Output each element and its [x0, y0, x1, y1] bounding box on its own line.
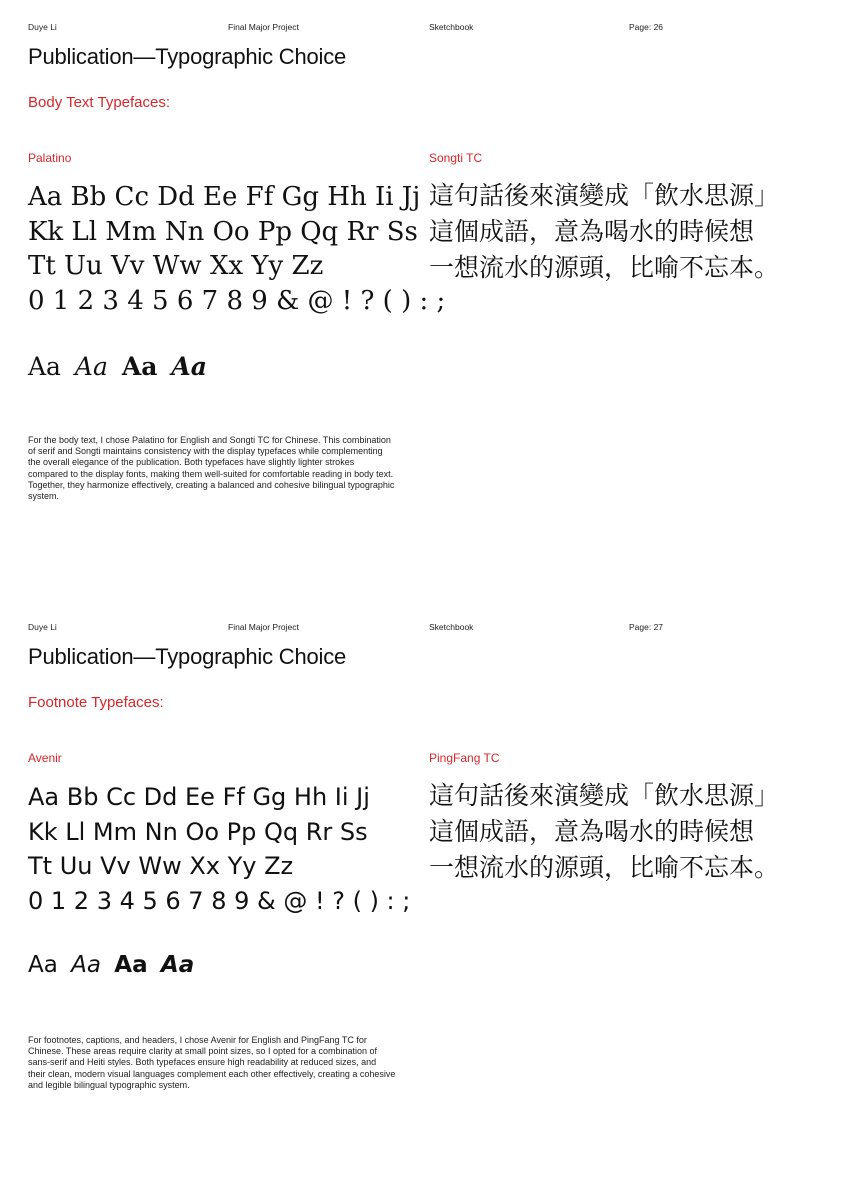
style-samples: [28, 952, 200, 978]
style-bold: Aa: [114, 952, 148, 978]
section-heading: Footnote Typefaces:: [28, 694, 164, 711]
style-bold-italic: Aa: [160, 952, 195, 978]
header-book: Sketchbook: [429, 22, 474, 32]
latin-font-name: Avenir: [28, 751, 62, 765]
header-project: Final Major Project: [228, 622, 299, 632]
cjk-specimen: 這句話後來演變成「飲水思源」 這個成語，意為喝水的時候想 一想流水的源頭，比喻不忘本。: [429, 181, 780, 282]
section-heading: Body Text Typefaces:: [28, 94, 171, 111]
header-project: Final Major Project: [228, 22, 299, 32]
page-title: Publication—Typographic Choice: [28, 44, 347, 69]
description-paragraph: For the body text, I chose Palatino for English and Songti TC for Chinese. This combination of serif and Songti maintains consistency with the display typefaces while complementing the overall elegance of the publication. Both typefaces have slightly lighter strokes compared to the display fonts, making them well-suited for comfortable reading in body text. Together, they harmonize effectively, creating a balanced and cohesive bilingual typographic system.: [28, 435, 395, 502]
style-regular: Aa: [28, 352, 61, 381]
description-paragraph: For footnotes, captions, and headers, I chose Avenir for English and PingFang TC for Chinese. These areas require clarity at small point sizes, so I opted for a combination of sans-serif and Heiti styles. Both typefaces ensure high readability at reduced sizes, and their clean, modern visual languages complement each other effectively, creating a cohesive and legible bilingual typographic system.: [28, 1035, 396, 1090]
style-italic: Aa: [71, 952, 101, 978]
latin-specimen: Aa Bb Cc Dd Ee Ff Gg Hh Ii Jj Kk Ll Mm Nn Oo Pp Qq Rr Ss Tt Uu Vv Ww Xx Yy Zz 0 1 2 3 4 5 6 7 8 9 & @ ! ? ( ) : ;: [28, 182, 446, 316]
header-page-number: Page: 26: [629, 22, 664, 32]
cjk-font-name: PingFang TC: [429, 751, 500, 765]
style-regular: Aa: [28, 952, 58, 978]
style-bold: Aa: [121, 352, 158, 381]
style-samples: [28, 352, 213, 381]
header-book: Sketchbook: [429, 622, 474, 632]
cjk-specimen: 這句話後來演變成「飲水思源」 這個成語，意為喝水的時候想 一想流水的源頭，比喻不忘本。: [429, 781, 780, 882]
latin-specimen: Aa Bb Cc Dd Ee Ff Gg Hh Ii Jj Kk Ll Mm Nn Oo Pp Qq Rr Ss Tt Uu Vv Ww Xx Yy Zz 0 1 2 3 4 5 6 7 8 9 & @ ! ? ( ) : ;: [28, 783, 411, 915]
header-author: Duye Li: [28, 22, 57, 32]
style-italic: Aa: [74, 352, 108, 381]
latin-font-name: Palatino: [28, 151, 72, 165]
header-page-number: Page: 27: [629, 622, 664, 632]
style-bold-italic: Aa: [171, 352, 208, 381]
page-title: Publication—Typographic Choice: [28, 644, 347, 669]
header-author: Duye Li: [28, 622, 57, 632]
cjk-font-name: Songti TC: [429, 151, 483, 165]
page-27: [0, 600, 848, 1200]
